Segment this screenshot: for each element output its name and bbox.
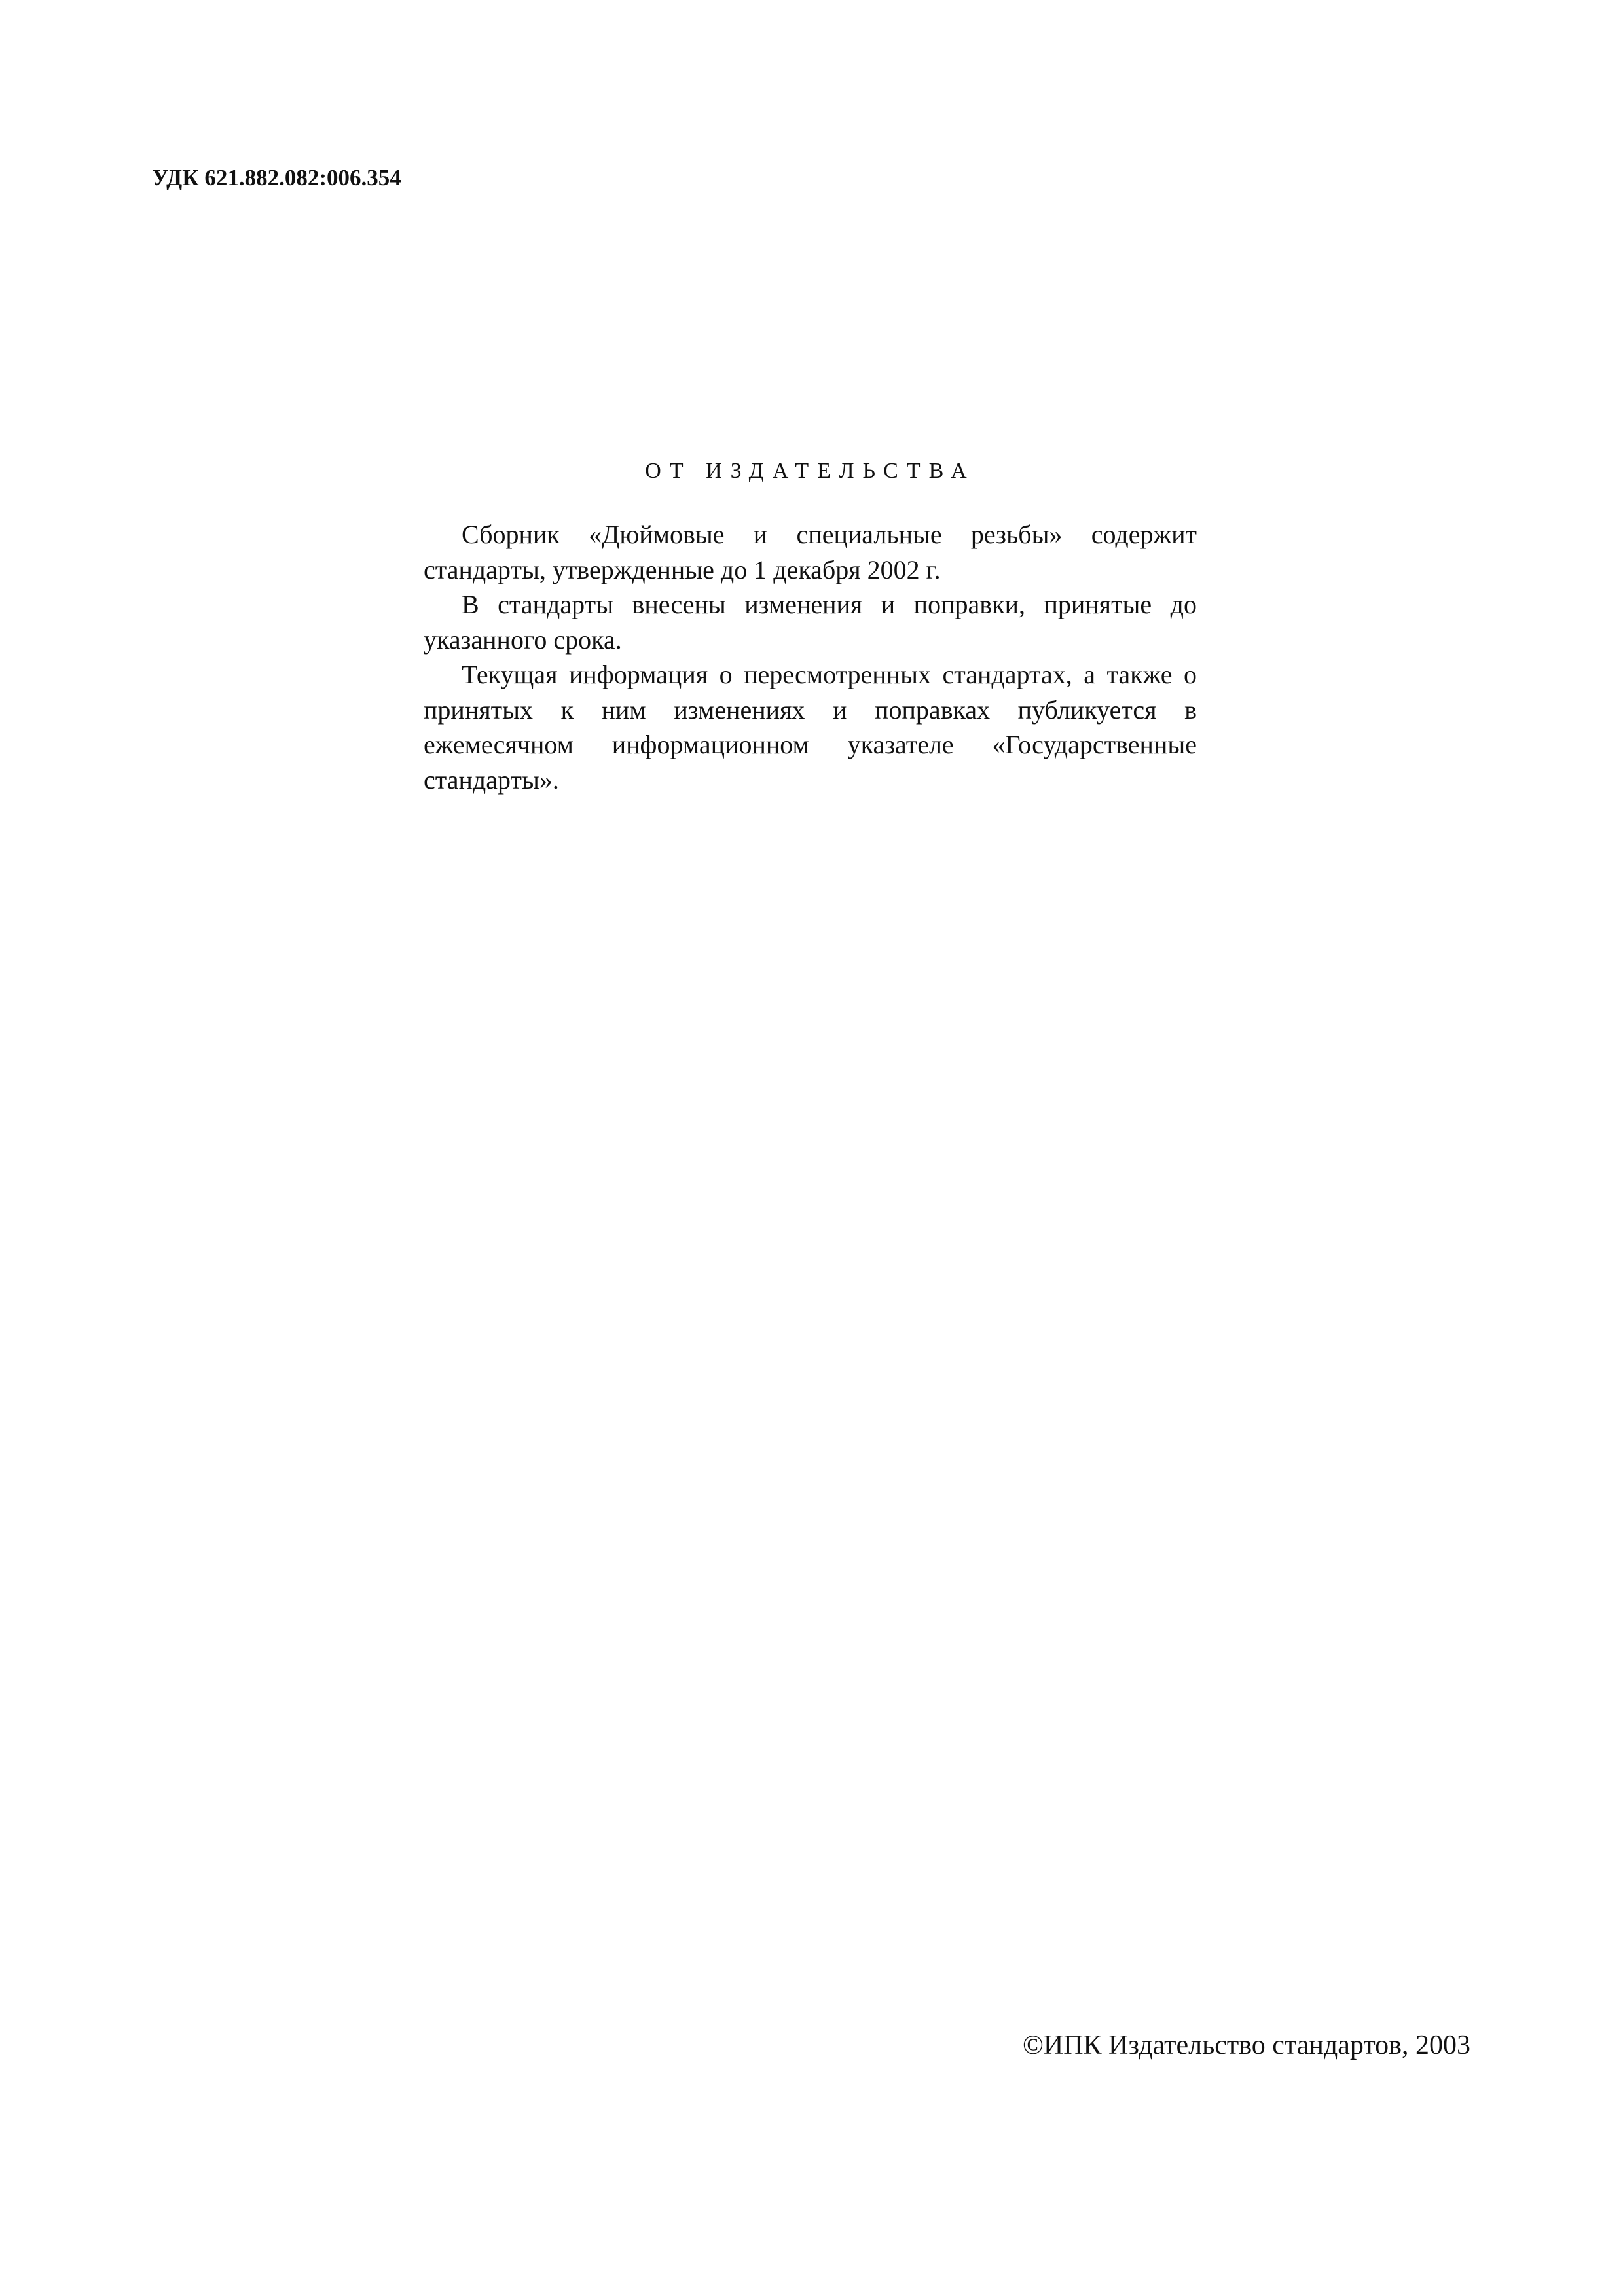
publisher-preface <box>424 458 1197 797</box>
preface-title: ОТ ИЗДАТЕЛЬСТВА <box>645 459 976 483</box>
preface-paragraph-3: Текущая информация о пересмотренных стандартах, а также о принятых к ним изменениях и поправках публикуется в ежемесячном информационном указателе «Государственные стандарты». <box>424 660 1197 795</box>
udk-code: УДК 621.882.082:006.354 <box>152 165 401 190</box>
copyright-notice: ©ИПК Издательство стандартов, 2003 <box>1022 2030 1470 2060</box>
preface-paragraph-1: Сборник «Дюймовые и специальные резьбы» содержит стандарты, утвержденные до 1 декабря 2002 г. <box>424 520 1197 584</box>
preface-paragraph-2: В стандарты внесены изменения и поправки, принятые до указанного срока. <box>424 590 1197 655</box>
